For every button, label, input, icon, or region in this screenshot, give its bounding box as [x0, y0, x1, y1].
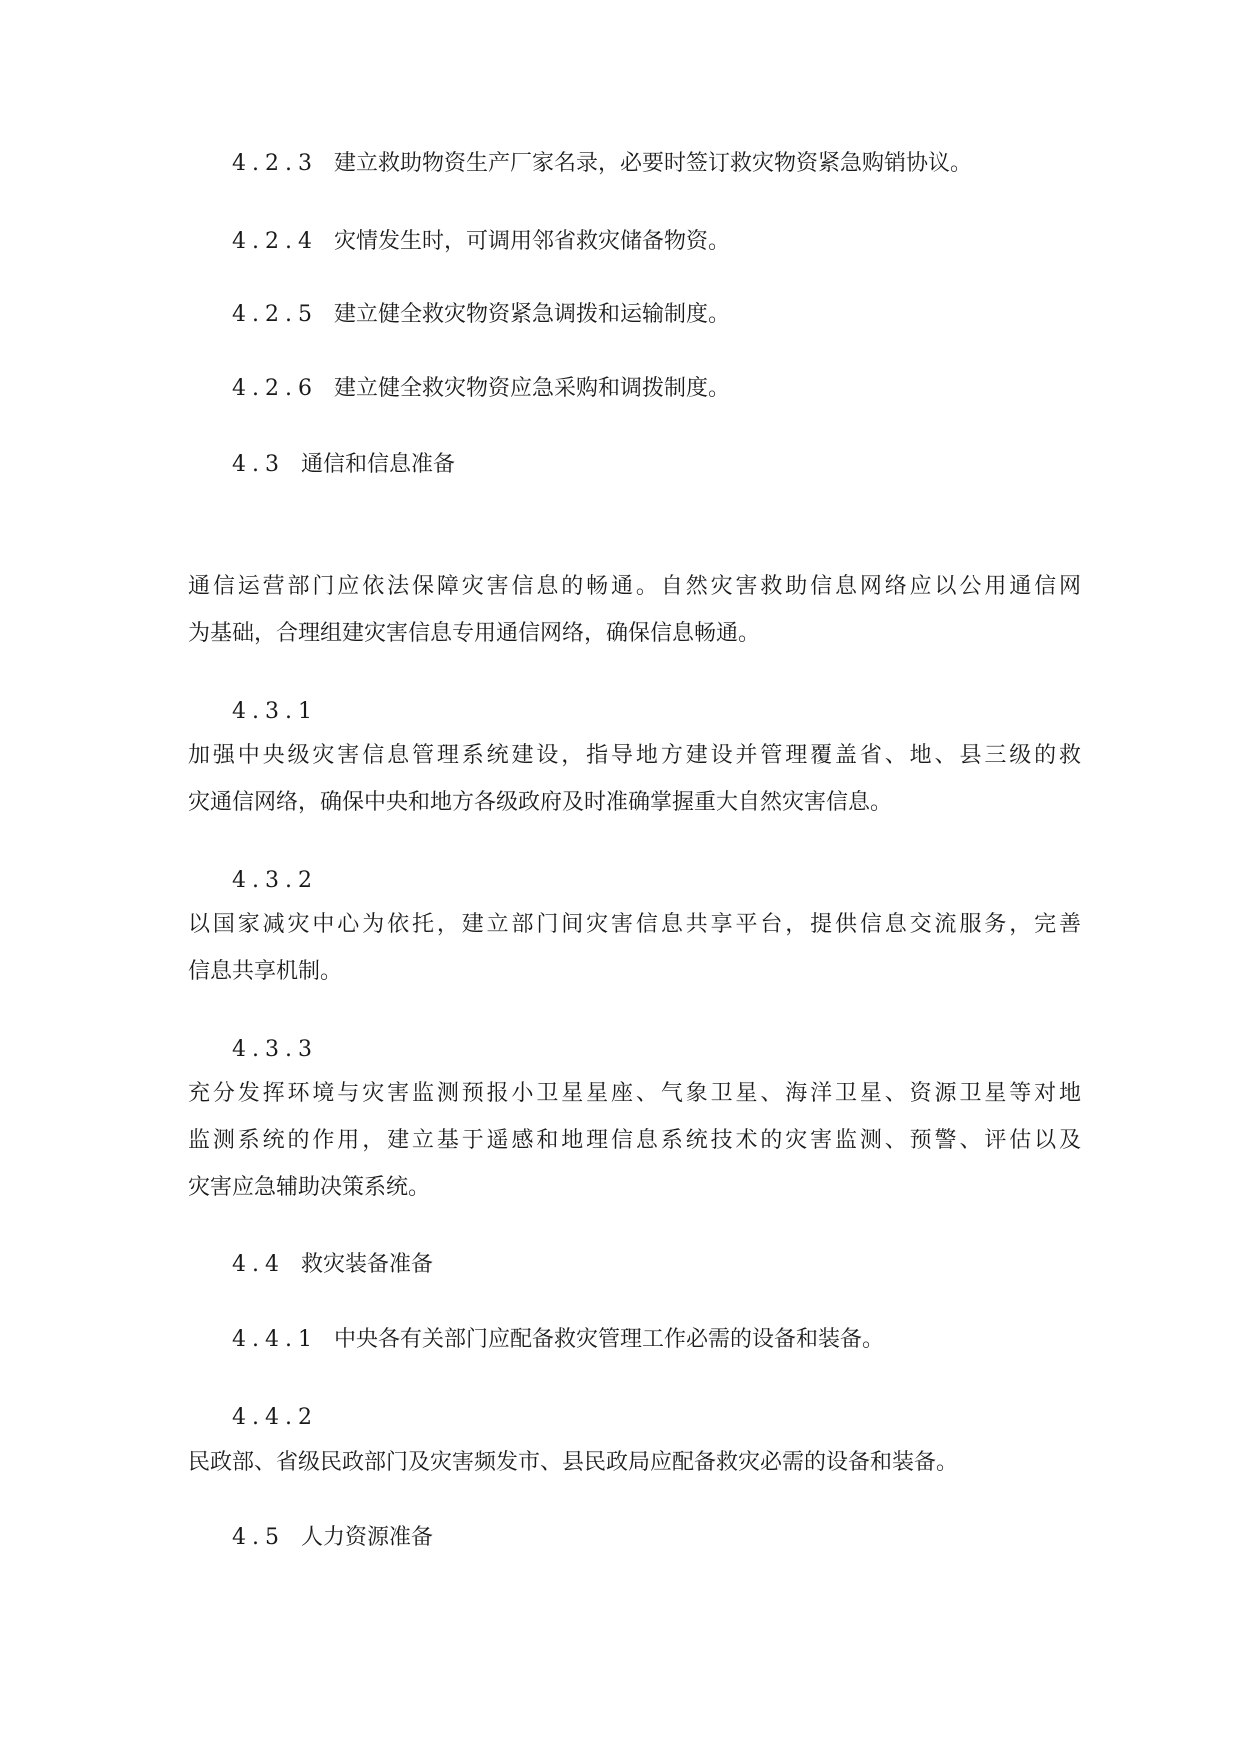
paragraph-line: 信息共享机制。 [188, 959, 343, 984]
clause-text: 建立救助物资生产厂家名录，必要时签订救灾物资紧急购销协议。 [333, 151, 972, 176]
paragraph-line: 民政部、省级民政部门及灾害频发市、县民政局应配备救灾必需的设备和装备。 [188, 1450, 959, 1475]
paragraph-line: 监测系统的作用，建立基于遥感和地理信息系统技术的灾害监测、预警、评估以及 [188, 1128, 1081, 1153]
section-title: 通信和信息准备 [301, 452, 456, 477]
paragraph-line: 灾通信网络，确保中央和地方各级政府及时准确掌握重大自然灾害信息。 [188, 790, 893, 815]
clause-number: 4.2.5 [232, 302, 318, 327]
clause-4-4-1 [232, 1325, 884, 1355]
clause-number: 4.2.4 [232, 229, 318, 254]
clause-number-4-3-1: 4.3.1 [232, 699, 318, 724]
clause-4-2-6 [232, 374, 730, 404]
clause-text: 建立健全救灾物资应急采购和调拨制度。 [333, 376, 730, 401]
paragraph-line: 为基础，合理组建灾害信息专用通信网络，确保信息畅通。 [188, 621, 761, 646]
section-title: 人力资源准备 [301, 1525, 434, 1550]
section-heading-4-4 [232, 1250, 433, 1280]
clause-number-4-4-2: 4.4.2 [232, 1405, 318, 1430]
section-number: 4.5 [232, 1525, 285, 1550]
clause-number: 4.2.6 [232, 376, 318, 401]
paragraph-line: 灾害应急辅助决策系统。 [188, 1175, 431, 1200]
clause-number-4-3-2: 4.3.2 [232, 868, 318, 893]
paragraph-line: 加强中央级灾害信息管理系统建设，指导地方建设并管理覆盖省、地、县三级的救 [188, 743, 1081, 768]
clause-4-2-5 [232, 300, 730, 330]
section-heading-4-3 [232, 450, 455, 480]
clause-text: 灾情发生时，可调用邻省救灾储备物资。 [333, 229, 730, 254]
clause-number-4-3-3: 4.3.3 [232, 1037, 318, 1062]
clause-4-2-4 [232, 227, 730, 257]
paragraph-line: 以国家减灾中心为依托，建立部门间灾害信息共享平台，提供信息交流服务，完善 [188, 912, 1081, 937]
paragraph-line: 通信运营部门应依法保障灾害信息的畅通。自然灾害救助信息网络应以公用通信网 [188, 574, 1081, 599]
clause-text: 中央各有关部门应配备救灾管理工作必需的设备和装备。 [333, 1327, 884, 1352]
clause-4-2-3 [232, 149, 972, 179]
clause-text: 建立健全救灾物资紧急调拨和运输制度。 [333, 302, 730, 327]
section-number: 4.3 [232, 452, 285, 477]
clause-number: 4.2.3 [232, 151, 318, 176]
clause-number: 4.4.1 [232, 1327, 318, 1352]
section-title: 救灾装备准备 [301, 1252, 434, 1277]
paragraph-line: 充分发挥环境与灾害监测预报小卫星星座、气象卫星、海洋卫星、资源卫星等对地 [188, 1081, 1081, 1106]
section-number: 4.4 [232, 1252, 285, 1277]
section-heading-4-5 [232, 1523, 433, 1553]
